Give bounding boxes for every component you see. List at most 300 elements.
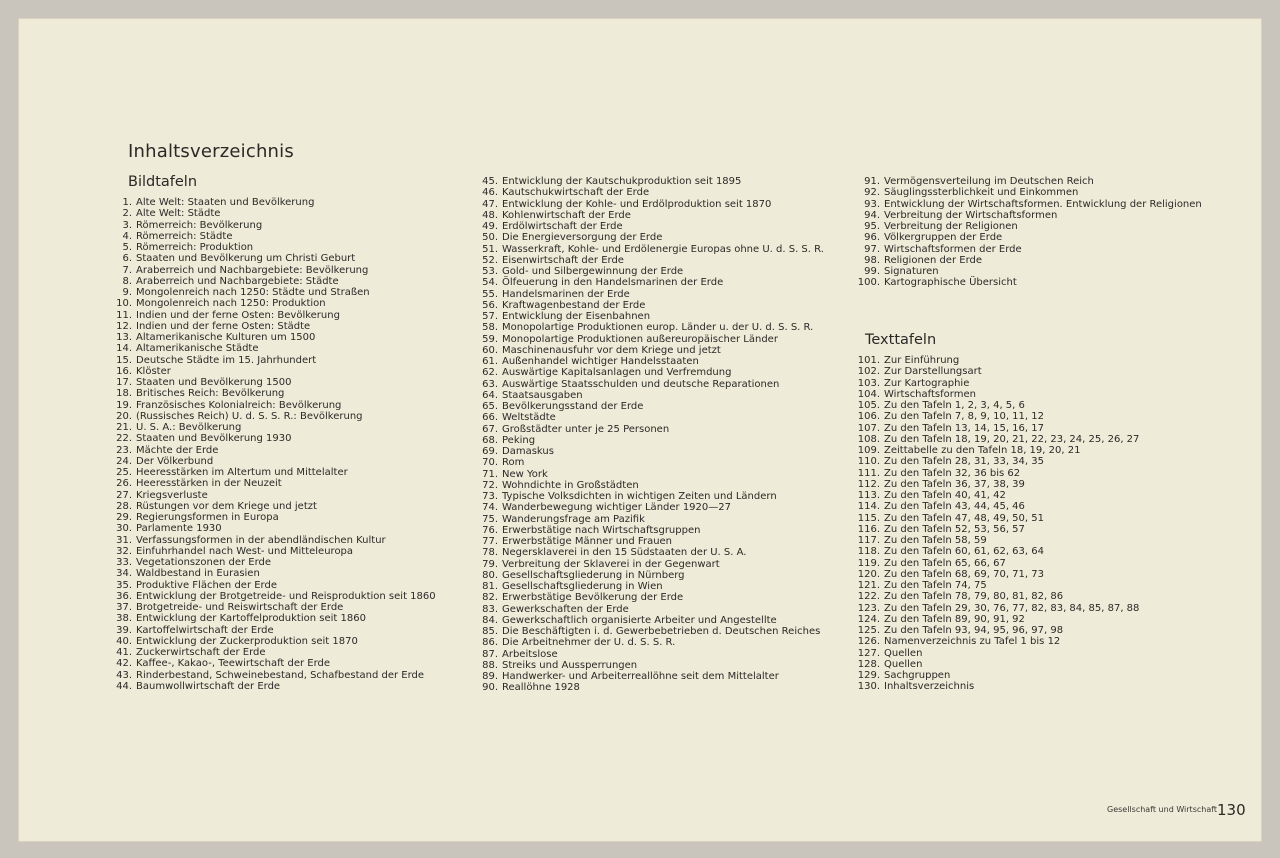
item-title: Araberreich und Nachbargebiete: Städte [136, 275, 339, 287]
item-number: 81. [482, 581, 498, 592]
item-title: Inhaltsverzeichnis [884, 681, 975, 693]
item-number: 53. [482, 266, 498, 277]
list-item [847, 625, 1139, 636]
list-item [481, 266, 824, 277]
list-item [114, 321, 436, 332]
item-number: 18. [116, 388, 132, 400]
item-title: Vegetationszonen der Erde [136, 557, 272, 568]
list-item [852, 232, 1202, 243]
item-number: 33. [116, 557, 132, 568]
item-number: 117. [857, 535, 880, 546]
item-number: 119. [857, 557, 880, 569]
item-number: 104. [857, 388, 880, 400]
item-number: 56. [482, 299, 498, 311]
item-number: 25. [116, 467, 132, 478]
item-title: Kartoffelwirtschaft der Erde [136, 624, 274, 636]
list-item [481, 491, 824, 502]
item-title: Kartographische Übersicht [884, 277, 1017, 289]
item-title: Zu den Tafeln 29, 30, 76, 77, 82, 83, 84, 85, 87, 88 [884, 602, 1140, 614]
item-title: Erwerbstätige Bevölkerung der Erde [502, 592, 684, 604]
item-number: 69. [482, 446, 498, 457]
item-number: 89. [482, 671, 498, 682]
item-title: Französisches Kolonialreich: Bevölkerung [136, 399, 342, 411]
item-number: 16. [116, 365, 132, 377]
item-title: Römerreich: Städte [136, 230, 233, 242]
list-item [481, 570, 824, 581]
list-item [481, 334, 824, 345]
item-number: 12. [116, 320, 132, 332]
page-number: 130 [1217, 801, 1246, 819]
item-number: 55. [482, 288, 498, 300]
list-item [847, 423, 1139, 434]
item-title: Die Arbeitnehmer der U. d. S. S. R. [502, 637, 676, 649]
item-number: 96. [864, 232, 880, 244]
texttafeln-list [847, 355, 1139, 693]
item-number: 105. [857, 400, 880, 411]
item-number: 71. [482, 468, 498, 480]
list-item [481, 187, 824, 198]
list-item [481, 232, 824, 243]
item-number: 75. [482, 513, 498, 525]
list-item [114, 478, 436, 489]
list-item [114, 568, 436, 579]
list-item [481, 649, 824, 660]
item-title: Wanderbewegung wichtiger Länder 1920—27 [502, 502, 731, 514]
item-title: Peking [502, 434, 536, 446]
item-title: U. S. A.: Bevölkerung [136, 422, 242, 433]
item-title: Entwicklung der Wirtschaftsformen. Entwicklung der Religionen [884, 198, 1202, 210]
item-title: Verbreitung der Wirtschaftsformen [884, 209, 1058, 221]
list-item [114, 433, 436, 444]
item-title: Zu den Tafeln 7, 8, 9, 10, 11, 12 [884, 411, 1044, 423]
item-number: 65. [482, 401, 498, 412]
list-item [114, 523, 436, 534]
item-title: Baumwollwirtschaft der Erde [136, 680, 281, 692]
item-title: Gesellschaftsgliederung in Wien [502, 581, 663, 592]
item-title: Römerreich: Bevölkerung [136, 219, 263, 231]
item-title: (Russisches Reich) U. d. S. S. R.: Bevölkerung [136, 410, 363, 422]
item-number: 19. [116, 399, 132, 411]
item-title: Zu den Tafeln 74, 75 [884, 580, 987, 591]
list-item [114, 445, 436, 456]
item-title: Auswärtige Staatsschulden und deutsche Reparationen [502, 378, 780, 390]
item-title: Deutsche Städte im 15. Jahrhundert [136, 354, 317, 366]
list-item [481, 604, 824, 615]
list-item [481, 446, 824, 457]
item-number: 126. [857, 636, 880, 648]
item-number: 23. [116, 444, 132, 456]
item-number: 2. [122, 208, 132, 220]
list-item [114, 310, 436, 321]
item-title: Kaffee-, Kakao-, Teewirtschaft der Erde [136, 658, 331, 670]
item-number: 32. [116, 545, 132, 557]
item-number: 98. [864, 254, 880, 266]
list-item [114, 287, 436, 298]
list-item [481, 559, 824, 570]
item-title: Zu den Tafeln 32, 36 bis 62 [884, 467, 1021, 479]
item-title: Quellen [884, 658, 923, 670]
item-title: Altamerikanische Kulturen um 1500 [136, 332, 316, 343]
list-item [114, 557, 436, 568]
list-item [481, 176, 824, 187]
list-item [481, 199, 824, 210]
item-number: 95. [864, 221, 880, 232]
item-number: 15. [116, 354, 132, 366]
list-item [847, 479, 1139, 490]
list-item [847, 524, 1139, 535]
list-item [852, 266, 1202, 277]
item-number: 70. [482, 457, 498, 469]
list-item [847, 558, 1139, 569]
list-item [481, 401, 824, 412]
list-item [114, 681, 436, 692]
item-number: 31. [116, 534, 132, 546]
item-number: 74. [482, 502, 498, 514]
item-number: 122. [857, 591, 880, 603]
item-title: Gewerkschaftlich organisierte Arbeiter und Angestellte [502, 614, 777, 626]
item-number: 92. [864, 187, 880, 199]
item-number: 125. [857, 625, 880, 636]
item-title: Kriegsverluste [136, 489, 208, 501]
list-item [852, 255, 1202, 266]
item-title: Zur Darstellungsart [884, 366, 982, 378]
item-number: 64. [482, 389, 498, 401]
item-title: Zu den Tafeln 93, 94, 95, 96, 97, 98 [884, 625, 1064, 636]
item-number: 108. [857, 433, 880, 445]
item-title: Mongolenreich nach 1250: Städte und Straßen [136, 287, 370, 298]
item-number: 90. [482, 682, 498, 694]
item-title: Auswärtige Kapitalsanlagen und Verfremdung [502, 367, 732, 379]
item-number: 87. [482, 648, 498, 660]
item-number: 44. [116, 680, 132, 692]
list-item [481, 525, 824, 536]
item-title: Brotgetreide- und Reiswirtschaft der Erde [136, 602, 344, 613]
list-item [114, 276, 436, 287]
list-item [847, 411, 1139, 422]
item-title: Klöster [136, 365, 171, 377]
list-item [114, 377, 436, 388]
item-number: 39. [116, 624, 132, 636]
item-title: Verbreitung der Religionen [884, 221, 1018, 232]
item-title: Zuckerwirtschaft der Erde [136, 647, 266, 658]
item-title: Erwerbstätige nach Wirtschaftsgruppen [502, 524, 701, 536]
item-title: Zu den Tafeln 47, 48, 49, 50, 51 [884, 512, 1044, 524]
item-title: Gold- und Silbergewinnung der Erde [502, 266, 684, 277]
item-title: Religionen der Erde [884, 254, 983, 266]
item-number: 121. [857, 580, 880, 591]
item-number: 42. [116, 658, 132, 670]
item-number: 50. [482, 232, 498, 244]
item-title: Handwerker- und Arbeiterreallöhne seit dem Mittelalter [502, 671, 779, 682]
item-title: Die Energieversorgung der Erde [502, 232, 663, 244]
item-number: 13. [116, 332, 132, 343]
item-number: 11. [116, 309, 132, 321]
item-title: Produktive Flächen der Erde [136, 579, 277, 591]
item-number: 91. [864, 176, 880, 187]
list-item [847, 681, 1139, 692]
list-item [114, 220, 436, 231]
list-item [481, 457, 824, 468]
list-item [114, 366, 436, 377]
list-item [847, 513, 1139, 524]
item-title: Rom [502, 457, 525, 469]
list-item [114, 467, 436, 478]
item-number: 66. [482, 412, 498, 424]
item-number: 40. [116, 635, 132, 647]
item-title: Monopolartige Produktionen europ. Länder u. der U. d. S. S. R. [502, 322, 814, 334]
item-number: 22. [116, 433, 132, 445]
item-title: Vermögensverteilung im Deutschen Reich [884, 176, 1094, 187]
item-title: Altamerikanische Städte [136, 343, 259, 355]
list-item [114, 625, 436, 636]
list-item [847, 355, 1139, 366]
item-title: Einfuhrhandel nach West- und Mitteleuropa [136, 545, 354, 557]
list-item [852, 176, 1202, 187]
item-number: 72. [482, 479, 498, 491]
list-item [481, 682, 824, 693]
item-number: 9. [122, 287, 132, 298]
item-title: Zu den Tafeln 58, 59 [884, 535, 987, 546]
item-title: Wanderungsfrage am Pazifik [502, 513, 645, 525]
item-title: Namenverzeichnis zu Tafel 1 bis 12 [884, 636, 1061, 648]
list-item [847, 501, 1139, 512]
item-title: Erdölwirtschaft der Erde [502, 221, 623, 232]
item-title: Rinderbestand, Schweinebestand, Schafbestand der Erde [136, 669, 425, 681]
list-item [852, 221, 1202, 232]
list-item [847, 400, 1139, 411]
list-item [114, 501, 436, 512]
item-number: 112. [857, 478, 880, 490]
list-item [481, 536, 824, 547]
item-number: 106. [857, 411, 880, 423]
item-title: Staaten und Bevölkerung 1930 [136, 433, 292, 445]
item-number: 85. [482, 626, 498, 637]
list-item [114, 490, 436, 501]
item-title: Zu den Tafeln 13, 14, 15, 16, 17 [884, 422, 1044, 434]
item-number: 114. [857, 501, 880, 513]
item-number: 107. [857, 422, 880, 434]
list-item [481, 502, 824, 513]
item-number: 130. [857, 681, 880, 693]
item-title: Rüstungen vor dem Kriege und jetzt [136, 500, 317, 512]
item-title: Zur Einführung [884, 355, 960, 366]
item-number: 36. [116, 590, 132, 602]
item-title: Staaten und Bevölkerung 1500 [136, 377, 292, 388]
item-title: Typische Volksdichten in wichtigen Zeiten und Ländern [502, 491, 777, 502]
item-title: Weltstädte [502, 412, 556, 424]
item-title: Zu den Tafeln 28, 31, 33, 34, 35 [884, 456, 1044, 468]
item-number: 109. [857, 445, 880, 456]
item-title: Entwicklung der Brotgetreide- und Reisproduktion seit 1860 [136, 590, 436, 602]
item-number: 7. [122, 264, 132, 276]
list-item [481, 581, 824, 592]
item-number: 118. [857, 546, 880, 558]
item-title: New York [502, 468, 548, 480]
item-number: 129. [857, 670, 880, 681]
item-number: 43. [116, 669, 132, 681]
item-title: Monopolartige Produktionen außereuropäischer Länder [502, 333, 778, 345]
bildtafeln-list-column-1 [114, 197, 436, 692]
list-item [481, 469, 824, 480]
footer-section-title: Gesellschaft und Wirtschaft [1107, 805, 1218, 814]
item-title: Zu den Tafeln 60, 61, 62, 63, 64 [884, 546, 1044, 558]
item-number: 94. [864, 209, 880, 221]
list-item [114, 422, 436, 433]
item-title: Indien und der ferne Osten: Städte [136, 320, 311, 332]
item-number: 82. [482, 592, 498, 604]
list-item [114, 580, 436, 591]
item-number: 38. [116, 613, 132, 625]
list-item [481, 322, 824, 333]
item-title: Regierungsformen in Europa [136, 512, 279, 523]
item-title: Kautschukwirtschaft der Erde [502, 187, 650, 199]
list-item [481, 221, 824, 232]
item-number: 113. [857, 490, 880, 501]
item-title: Die Beschäftigten i. d. Gewerbebetrieben d. Deutschen Reiches [502, 626, 821, 637]
item-number: 103. [857, 377, 880, 389]
item-number: 110. [857, 456, 880, 468]
list-item [114, 298, 436, 309]
item-number: 124. [857, 613, 880, 625]
item-number: 24. [116, 455, 132, 467]
item-title: Zur Kartographie [884, 377, 970, 389]
list-item [481, 289, 824, 300]
list-item [847, 636, 1139, 647]
item-title: Zeittabelle zu den Tafeln 18, 19, 20, 21 [884, 445, 1081, 456]
item-title: Damaskus [502, 446, 554, 457]
item-number: 97. [864, 243, 880, 255]
list-item [114, 591, 436, 602]
item-title: Britisches Reich: Bevölkerung [136, 388, 285, 400]
list-item [847, 603, 1139, 614]
item-title: Verbreitung der Sklaverei in der Gegenwart [502, 558, 720, 570]
list-item [847, 591, 1139, 602]
list-item [481, 300, 824, 311]
list-item [114, 265, 436, 276]
item-title: Bevölkerungsstand der Erde [502, 401, 644, 412]
list-item [481, 424, 824, 435]
item-number: 77. [482, 536, 498, 547]
item-title: Staatsausgaben [502, 389, 583, 401]
item-title: Eisenwirtschaft der Erde [502, 254, 624, 266]
list-item [481, 637, 824, 648]
item-title: Wasserkraft, Kohle- und Erdölenergie Europas ohne U. d. S. S. R. [502, 243, 824, 255]
item-number: 63. [482, 378, 498, 390]
item-title: Der Völkerbund [136, 455, 214, 467]
item-number: 123. [857, 602, 880, 614]
item-title: Zu den Tafeln 52, 53, 56, 57 [884, 523, 1025, 535]
item-title: Entwicklung der Kartoffelproduktion seit 1860 [136, 613, 366, 625]
list-item [481, 615, 824, 626]
bildtafeln-list-column-3 [852, 176, 1202, 289]
list-item [847, 389, 1139, 400]
item-title: Arbeitslose [502, 648, 558, 660]
item-title: Streiks und Aussperrungen [502, 659, 638, 671]
item-title: Heeresstärken im Altertum und Mittelalter [136, 467, 348, 478]
item-number: 48. [482, 209, 498, 221]
item-title: Mächte der Erde [136, 444, 219, 456]
item-number: 116. [857, 523, 880, 535]
list-item [114, 546, 436, 557]
item-number: 5. [122, 242, 132, 253]
list-item [847, 569, 1139, 580]
item-title: Wirtschaftsformen [884, 388, 976, 400]
item-number: 86. [482, 637, 498, 649]
list-item [114, 253, 436, 264]
item-number: 30. [116, 523, 132, 535]
list-item [481, 255, 824, 266]
list-item [481, 210, 824, 221]
item-number: 14. [116, 343, 132, 355]
item-title: Gesellschaftsgliederung in Nürnberg [502, 569, 685, 581]
list-item [852, 187, 1202, 198]
item-title: Zu den Tafeln 36, 37, 38, 39 [884, 478, 1025, 490]
item-title: Sachgruppen [884, 670, 951, 681]
bildtafeln-heading: Bildtafeln [128, 174, 198, 190]
item-number: 61. [482, 356, 498, 367]
item-number: 51. [482, 243, 498, 255]
item-number: 21. [116, 422, 132, 433]
item-title: Alte Welt: Städte [136, 208, 221, 220]
list-item [481, 356, 824, 367]
item-number: 28. [116, 500, 132, 512]
list-item [847, 546, 1139, 557]
item-title: Völkergruppen der Erde [884, 232, 1003, 244]
item-number: 128. [857, 658, 880, 670]
item-title: Kohlenwirtschaft der Erde [502, 209, 631, 221]
item-number: 88. [482, 659, 498, 671]
list-item [114, 658, 436, 669]
item-number: 79. [482, 558, 498, 570]
item-title: Gewerkschaften der Erde [502, 603, 629, 615]
list-item [847, 456, 1139, 467]
list-item [114, 670, 436, 681]
item-title: Zu den Tafeln 40, 41, 42 [884, 490, 1006, 501]
item-title: Waldbestand in Eurasien [136, 568, 260, 580]
item-number: 3. [122, 219, 132, 231]
item-number: 99. [864, 266, 880, 277]
list-item [481, 345, 824, 356]
item-number: 41. [116, 647, 132, 658]
list-item [847, 468, 1139, 479]
item-number: 84. [482, 614, 498, 626]
item-number: 76. [482, 524, 498, 536]
item-title: Quellen [884, 647, 923, 659]
item-number: 10. [116, 298, 132, 310]
list-item [114, 197, 436, 208]
item-number: 17. [116, 377, 132, 388]
item-number: 102. [857, 366, 880, 378]
list-item [114, 636, 436, 647]
item-number: 101. [857, 355, 880, 366]
list-item [847, 535, 1139, 546]
item-title: Entwicklung der Kohle- und Erdölproduktion seit 1870 [502, 198, 772, 210]
item-title: Kraftwagenbestand der Erde [502, 299, 646, 311]
item-number: 67. [482, 423, 498, 435]
list-item [847, 366, 1139, 377]
list-item [114, 647, 436, 658]
page-title: Inhaltsverzeichnis [128, 141, 294, 162]
item-number: 1. [122, 197, 132, 208]
item-title: Zu den Tafeln 43, 44, 45, 46 [884, 501, 1025, 513]
item-number: 78. [482, 547, 498, 559]
list-item [481, 435, 824, 446]
item-title: Araberreich und Nachbargebiete: Bevölkerung [136, 264, 369, 276]
item-number: 58. [482, 322, 498, 334]
item-number: 45. [482, 176, 498, 187]
item-title: Entwicklung der Zuckerproduktion seit 1870 [136, 635, 358, 647]
list-item [114, 613, 436, 624]
